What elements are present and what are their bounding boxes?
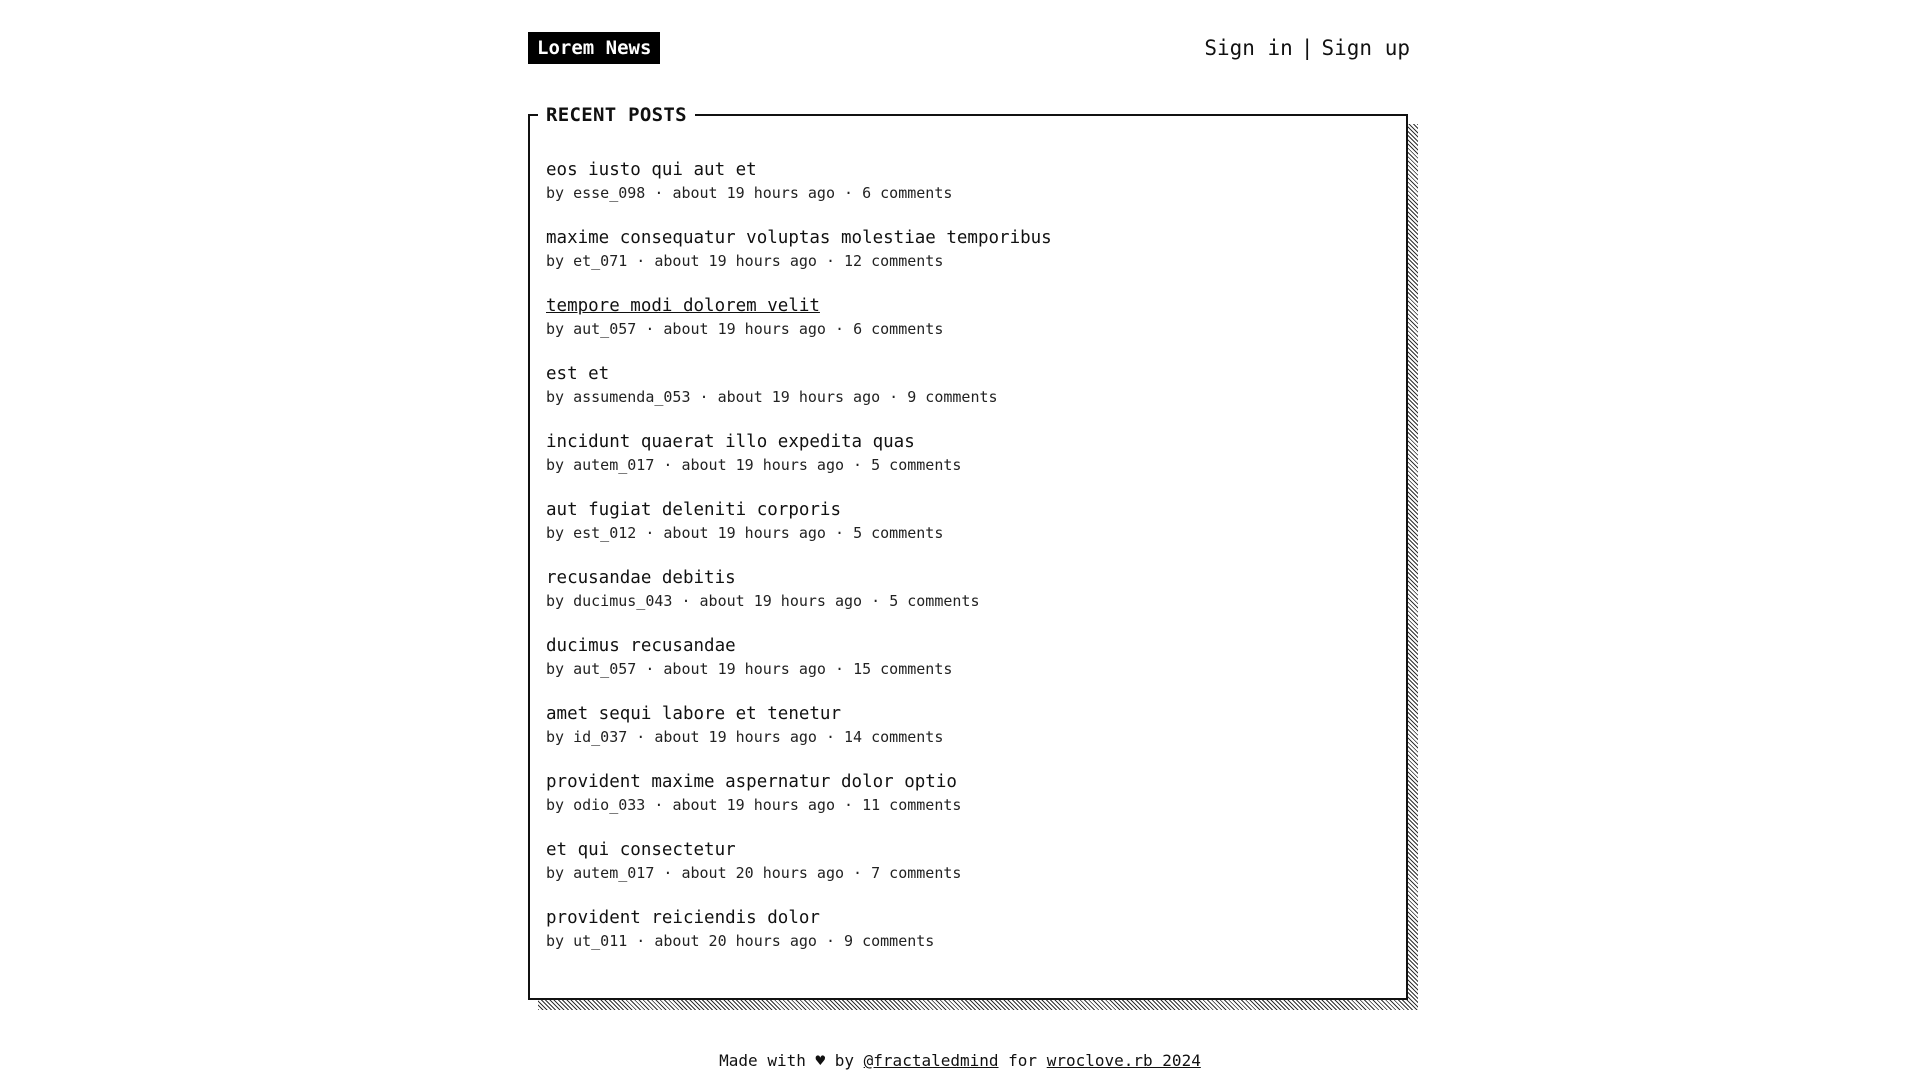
footer-author-link[interactable]: @fractaledmind	[863, 1051, 999, 1070]
site-logo-link[interactable]: Lorem News	[528, 32, 660, 64]
meta-dot-separator: ·	[627, 252, 655, 270]
post-meta	[546, 794, 1386, 816]
post-time: about 19 hours ago	[654, 252, 817, 270]
post-meta	[546, 590, 1386, 612]
post-author: autem_017	[573, 456, 655, 474]
meta-dot-separator: ·	[645, 796, 673, 814]
post-comments-count: 7 comments	[871, 864, 962, 882]
post-meta	[546, 522, 1386, 544]
post-meta	[546, 250, 1386, 272]
post-author: autem_017	[573, 864, 655, 882]
post-list-item	[546, 430, 1386, 498]
post-by-label: by	[546, 320, 574, 338]
post-by-label: by	[546, 252, 574, 270]
post-author: assumenda_053	[573, 388, 691, 406]
post-list-item	[546, 362, 1386, 430]
panel-title: RECENT POSTS	[538, 102, 695, 128]
post-list-item	[546, 770, 1386, 838]
meta-dot-separator: ·	[816, 252, 845, 270]
post-time: about 19 hours ago	[663, 320, 826, 338]
post-meta	[546, 930, 1386, 952]
meta-dot-separator: ·	[825, 660, 854, 678]
post-author: ducimus_043	[573, 592, 673, 610]
meta-dot-separator: ·	[627, 932, 655, 950]
post-title-link[interactable]: amet sequi labore et tenetur	[546, 704, 842, 724]
post-list-item	[546, 566, 1386, 634]
post-comments-count: 9 comments	[844, 932, 935, 950]
meta-dot-separator: ·	[880, 388, 908, 406]
post-author: ut_011	[573, 932, 628, 950]
post-list-item	[546, 226, 1386, 294]
meta-dot-separator: ·	[844, 456, 872, 474]
post-title-link[interactable]: provident reiciendis dolor	[546, 908, 820, 928]
post-meta	[546, 862, 1386, 884]
footer-event-link[interactable]: wroclove.rb 2024	[1046, 1051, 1201, 1070]
post-by-label: by	[546, 932, 574, 950]
post-list-item	[546, 838, 1386, 906]
post-time: about 19 hours ago	[663, 524, 826, 542]
post-list-item	[546, 702, 1386, 770]
auth-separator: |	[1300, 36, 1314, 60]
meta-dot-separator: ·	[844, 864, 872, 882]
meta-dot-separator: ·	[654, 456, 682, 474]
post-comments-count: 6 comments	[862, 184, 953, 202]
meta-dot-separator: ·	[816, 728, 845, 746]
meta-dot-separator: ·	[835, 184, 863, 202]
post-by-label: by	[546, 184, 574, 202]
post-meta	[546, 318, 1386, 340]
meta-dot-separator: ·	[654, 864, 682, 882]
post-comments-count: 9 comments	[907, 388, 998, 406]
meta-dot-separator: ·	[672, 592, 700, 610]
post-by-label: by	[546, 796, 574, 814]
post-by-label: by	[546, 864, 574, 882]
recent-posts-panel	[528, 104, 1408, 1000]
post-time: about 19 hours ago	[672, 184, 835, 202]
meta-dot-separator: ·	[636, 524, 664, 542]
post-meta	[546, 182, 1386, 204]
post-time: about 20 hours ago	[654, 932, 817, 950]
post-comments-count: 5 comments	[889, 592, 980, 610]
sign-up-link[interactable]: Sign up	[1321, 36, 1410, 60]
meta-dot-separator: ·	[835, 796, 863, 814]
meta-dot-separator: ·	[862, 592, 890, 610]
post-title-link[interactable]: tempore modi dolorem velit	[546, 296, 820, 316]
meta-dot-separator: ·	[825, 524, 854, 542]
post-author: est_012	[573, 524, 637, 542]
meta-dot-separator: ·	[645, 184, 673, 202]
meta-dot-separator: ·	[816, 932, 845, 950]
post-meta	[546, 726, 1386, 748]
post-comments-count: 14 comments	[844, 728, 944, 746]
post-time: about 19 hours ago	[672, 796, 835, 814]
post-author: id_037	[573, 728, 628, 746]
post-list-item	[546, 294, 1386, 362]
post-title-link[interactable]: recusandae debitis	[546, 568, 736, 588]
post-author: et_071	[573, 252, 628, 270]
sign-in-link[interactable]: Sign in	[1204, 36, 1293, 60]
post-by-label: by	[546, 524, 574, 542]
post-title-link[interactable]: provident maxime aspernatur dolor optio	[546, 772, 957, 792]
post-comments-count: 5 comments	[853, 524, 944, 542]
post-time: about 20 hours ago	[681, 864, 845, 882]
site-footer	[0, 1050, 1920, 1072]
post-title-link[interactable]: incidunt quaerat illo expedita quas	[546, 432, 915, 452]
post-title-link[interactable]: est et	[546, 364, 610, 384]
footer-made-with: Made with ♥ by	[719, 1051, 855, 1070]
post-author: aut_057	[573, 660, 637, 678]
post-title-link[interactable]: ducimus recusandae	[546, 636, 736, 656]
post-by-label: by	[546, 728, 574, 746]
auth-links	[1204, 32, 1410, 64]
post-meta	[546, 658, 1386, 680]
post-list-item	[546, 906, 1386, 974]
post-title-link[interactable]: maxime consequatur voluptas molestiae temporibus	[546, 228, 1052, 248]
post-time: about 19 hours ago	[663, 660, 826, 678]
post-comments-count: 6 comments	[853, 320, 944, 338]
post-by-label: by	[546, 388, 574, 406]
post-time: about 19 hours ago	[681, 456, 845, 474]
post-by-label: by	[546, 660, 574, 678]
post-list	[546, 158, 1386, 974]
post-title-link[interactable]: aut fugiat deleniti corporis	[546, 500, 842, 520]
post-author: esse_098	[573, 184, 646, 202]
post-time: about 19 hours ago	[654, 728, 817, 746]
meta-dot-separator: ·	[690, 388, 718, 406]
post-author: aut_057	[573, 320, 637, 338]
meta-dot-separator: ·	[825, 320, 854, 338]
post-comments-count: 5 comments	[871, 456, 962, 474]
post-meta	[546, 454, 1386, 476]
meta-dot-separator: ·	[627, 728, 655, 746]
meta-dot-separator: ·	[636, 660, 664, 678]
site-header	[528, 32, 1410, 64]
post-time: about 19 hours ago	[699, 592, 863, 610]
post-time: about 19 hours ago	[717, 388, 881, 406]
post-meta	[546, 386, 1386, 408]
post-comments-count: 12 comments	[844, 252, 944, 270]
meta-dot-separator: ·	[636, 320, 664, 338]
post-list-item	[546, 634, 1386, 702]
post-by-label: by	[546, 456, 574, 474]
post-list-item	[546, 158, 1386, 226]
post-comments-count: 11 comments	[862, 796, 962, 814]
post-author: odio_033	[573, 796, 646, 814]
footer-for-text: for	[1008, 1051, 1038, 1070]
post-title-link[interactable]: et qui consectetur	[546, 840, 736, 860]
post-title-link[interactable]: eos iusto qui aut et	[546, 160, 757, 180]
post-list-item	[546, 498, 1386, 566]
post-comments-count: 15 comments	[853, 660, 953, 678]
post-by-label: by	[546, 592, 574, 610]
